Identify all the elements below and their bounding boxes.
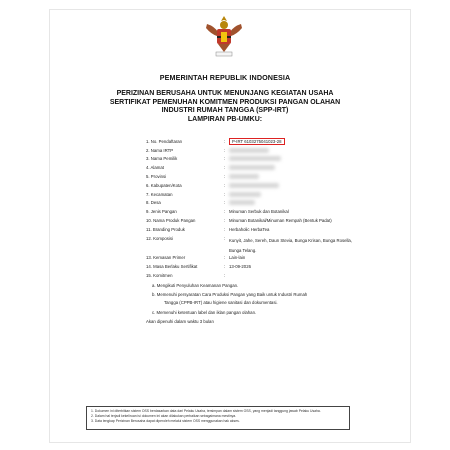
field-label: 8. Desa	[146, 200, 161, 205]
field-label: 1. No. Pendaftaran	[146, 139, 183, 144]
field-label: 15. Komitmen	[146, 273, 173, 278]
title-line: PERIZINAN BERUSAHA UNTUK MENUNJANG KEGIATAN USAHA	[116, 90, 334, 97]
field-label: 4. Alamat	[146, 165, 164, 170]
redacted-value	[229, 200, 255, 205]
field-label: 2. Nama IRTP	[146, 147, 174, 153]
redacted-value	[229, 165, 275, 170]
field-colon: :	[224, 264, 226, 269]
field-label: 14. Masa Berlaku Sertifikat	[146, 264, 198, 269]
field-label: 12. Komposisi	[146, 236, 173, 241]
field-label: 10. Nama Produk Pangan	[146, 218, 196, 223]
redacted-value	[229, 156, 281, 161]
field-colon: :	[224, 255, 226, 260]
government-title: PEMERINTAH REPUBLIK INDONESIA	[159, 73, 291, 82]
commitment-b-cont: Tangga (CPPB-IRT) atau higiene sanitasi dan dokumentasi.	[164, 300, 278, 305]
field-label: 6. Kabupaten/Kota	[146, 183, 182, 188]
field-colon: :	[224, 191, 226, 197]
field-colon: :	[224, 183, 226, 188]
field-label: 3. Nama Pemilik	[146, 156, 178, 161]
field-label: 9. Jenis Pangan	[146, 209, 177, 214]
field-value: Minuman Botanikal/Minuman Rempah (Bentuk Padat)	[229, 218, 332, 223]
field-value: Lain-lain	[229, 255, 246, 260]
field-value: Minuman Serbuk dan Botanikal	[229, 209, 289, 214]
garuda-emblem-icon	[204, 14, 244, 58]
title-line: INDUSTRI RUMAH TANGGA (SPP-IRT)	[161, 107, 289, 115]
commitment-a: a. Mengikuti Penyuluhan Keamanan Pangan.	[152, 283, 239, 288]
field-label: 13. Kemasan Primer	[146, 255, 186, 260]
field-colon: :	[224, 147, 226, 153]
title-line: SERTIFIKAT PEMENUHAN KOMITMEN PRODUKSI PANGAN OLAHAN	[109, 98, 341, 106]
field-colon: :	[224, 236, 226, 241]
footer-notes	[86, 406, 350, 430]
field-value: Kunyit, Jahe, Sereh, Daun Stevia, Bunga Krisan, Bunga Rosella, Bunga Telang.	[229, 238, 353, 253]
field-label: 7. Kecamatan	[146, 191, 173, 197]
field-value: 13-09-2026	[229, 264, 251, 269]
field-colon: :	[224, 218, 226, 223]
title-line: LAMPIRAN PB-UMKU:	[187, 115, 263, 123]
redacted-value	[229, 148, 269, 153]
field-colon: :	[224, 139, 226, 144]
field-colon: :	[224, 209, 226, 214]
certificate-title	[0, 90, 450, 124]
registration-number: P-IRT 6103275041023-28	[229, 138, 285, 145]
field-value	[229, 139, 285, 144]
redacted-value	[229, 183, 279, 188]
field-colon: :	[224, 156, 226, 161]
field-colon: :	[224, 174, 226, 179]
redacted-value	[229, 192, 261, 197]
field-colon: :	[224, 200, 226, 205]
field-value: Herbaholic HerbaTea	[229, 227, 270, 232]
commitment-c: c. Memenuhi ketentuan label dan iklan pangan olahan.	[152, 310, 257, 315]
redacted-value	[229, 174, 259, 179]
footer-note: 1. Dokumen ini diterbitkan sistem OSS berdasarkan data dari Pelaku Usaha, tersimpan dalam sistem OSS, yang menjadi tanggung jawab Pelaku Usaha.	[91, 409, 321, 413]
field-label: 5. Provinsi	[146, 174, 167, 179]
footer-note: 3. Data lengkap Perizinan Berusaha dapat diperoleh melalui sistem OSS menggunakan hak akses.	[91, 419, 240, 423]
field-colon: :	[224, 273, 226, 278]
commitment-deadline: Akan dipenuhi dalam waktu 3 bulan	[146, 319, 214, 324]
footer-note: 2. Dalam hal terjadi kekeliruan isi dokumen ini akan dilakukan perbaikan sebagaimana mestinya.	[91, 414, 237, 418]
field-colon: :	[224, 165, 226, 170]
field-label: 11. Branding Produk	[146, 227, 185, 232]
field-colon: :	[224, 227, 226, 232]
commitment-b: b. Memenuhi persyaratan Cara Produksi Pangan yang Baik untuk Industri Rumah	[152, 292, 308, 297]
